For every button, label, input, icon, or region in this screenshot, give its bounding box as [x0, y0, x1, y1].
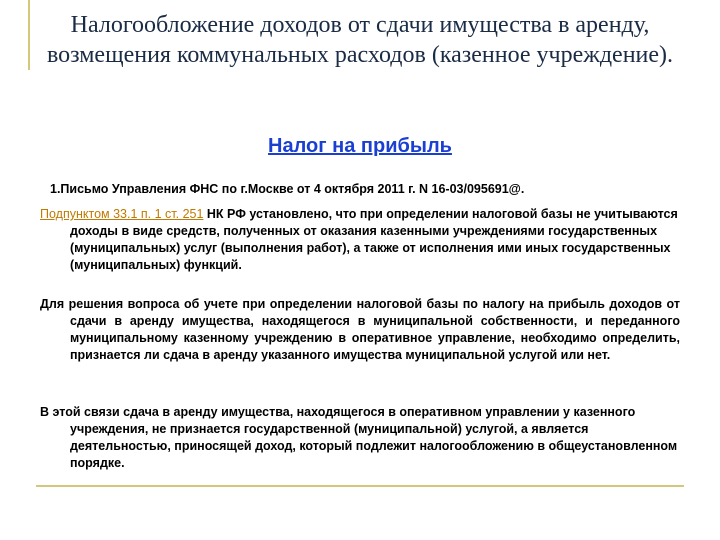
tax-code-link[interactable]: Подпунктом 33.1 п. 1 ст. 251 — [40, 207, 204, 221]
paragraph-letter-reference: 1.Письмо Управления ФНС по г.Москве от 4 октября 2011 г. N 16-03/095691@. — [50, 182, 525, 196]
slide-title: Налогообложение доходов от сдачи имущества в аренду, возмещения коммунальных расходов (казенное учреждение). — [46, 12, 674, 68]
decorative-horizontal-line — [36, 485, 684, 487]
paragraph-rent-question: Для решения вопроса об учете при определении налоговой базы по налогу на прибыль доходов от сдачи в аренду имущества, находящегося в муниципальной собственности, и переданного муниципальному казенному учреждению в оперативное управление, необходимо определить, признается ли сдача в аренду указанного имущества муниципальной услугой или нет. — [40, 297, 680, 362]
paragraph-tax-code — [40, 206, 680, 274]
paragraph-tax-code-text: НК РФ установлено, что при определении налоговой базы не учитываются доходы в виде средств, полученных от оказания казенными учреждениями государственных (муниципальных) услуг (выполнения работ), а также от исполнения ими иных государственных (муниципальных) функций. — [70, 207, 678, 272]
slide-subtitle: Налог на прибыль — [268, 135, 452, 157]
paragraph-conclusion: В этой связи сдача в аренду имущества, находящегося в оперативном управлении у казенного учреждения, не признается государственной (муниципальной) услугой, а является деятельностью, приносящей доход, который подлежит налогообложению в общеустановленном порядке. — [40, 405, 678, 470]
decorative-vertical-line — [28, 0, 30, 70]
